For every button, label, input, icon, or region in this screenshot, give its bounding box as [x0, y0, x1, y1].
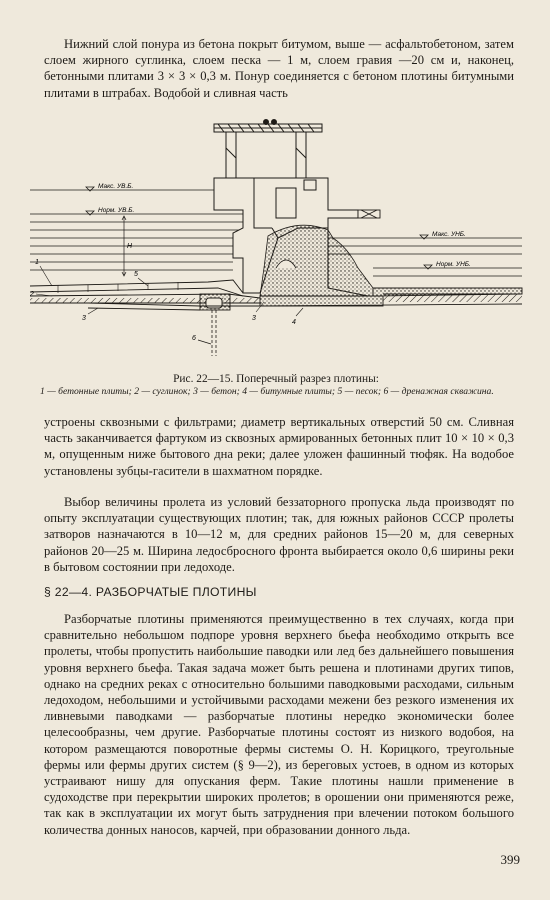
callout-1: 1: [35, 259, 39, 266]
paragraph-3: Выбор величины пролета из условий беззаторного пропуска льда производят по опыту эксплуатации существующих плотин; так, для южных районов СССР пролеты затворов назначаются в 10—12 м, для средних районов 15—20 м, для северных районов 20—25 м. Ширина ледосбросного фронта выбирается около 0,6 ширины реки в бытовом состоянии при ледоходе.: [44, 495, 514, 574]
label-norm-uvb: Норм. УВ.Б.: [98, 207, 135, 214]
callout-6: 6: [192, 335, 196, 342]
figure-caption: [36, 372, 516, 397]
callout-5: 5: [134, 271, 138, 278]
caption-legend: 1 — бетонные плиты; 2 — суглинок; 3 — бетон; 4 — битумные плиты; 5 — песок; 6 — дренажная скважина.: [40, 386, 494, 397]
label-norm-unb: Норм. УНБ.: [436, 261, 471, 268]
paragraph-4: Разборчатые плотины применяются преимущественно в тех случаях, когда при сравнительно небольшом подпоре уровня верхнего бьефа необходимо открыть все пролеты, чтобы пропустить наибольшие паводки или лед без дальнейшего повышения уровня верхнего бьефа. Такая задача может быть решена и плотинами других типов, однако на средних реках с относительно большими паводковыми расходами, сильным ледоходом, небольшими и устойчивыми расходами межени без резкого изменения их ливневыми паводками — разборчатые плотины нередко экономически более целесообразны, чем другие. Разборчатые плотины состоят из низкого водобоя, на котором размещаются поворотные фермы системы О. Н. Корицкого, треугольные фермы или фермы других систем (§ 9—2), из береговых устоев, в одном из которых устраивают нишу для опускания ферм. Такие плотины нашли применение в судоходстве при перекрытии широких пролетов; в орошении они применяются реже, так как в эксплуатации их могут быть затруднения при влечении потоком большого количества донных наносов, карчей, при образовании донного льда.: [44, 612, 514, 837]
paragraph-1: Нижний слой понура из бетона покрыт битумом, выше — асфальтобетоном, затем слоем жирного суглинка, слоем песка — 1 м, слоем гравия —20 см и, наконец, бетонными плитами 3 × 3 × 0,3 м. Понур соединяется с бетоном плотины битумными плитами в штрабах. Водобой и сливная часть: [44, 37, 514, 100]
callout-4: 4: [292, 319, 296, 326]
paragraph-2: устроены сквозными с фильтрами; диаметр вертикальных отверстий 50 см. Сливная часть заканчивается фартуком из сквозных армированных бетонных плит 10 × 10 × 0,3 м, опущенным ниже бытового дна реки; далее уложен фашинный тюфяк. На водобое установлены зубцы-гасители в шахматном порядке.: [44, 415, 514, 478]
label-maks-unb: Макс. УНБ.: [432, 231, 466, 238]
callout-3b: 3: [252, 315, 256, 322]
gantry-crane: [214, 120, 322, 179]
callout-2: 2: [30, 291, 34, 298]
label-h: H: [127, 243, 133, 250]
concrete-spillway: [260, 225, 373, 296]
downstream-apron: [358, 210, 522, 302]
upstream-water-lines: [30, 190, 243, 270]
dam-cross-section-figure: [28, 118, 524, 368]
drainage-well: [198, 310, 216, 356]
dam-drawing: [28, 118, 524, 368]
callout-3: 3: [82, 315, 86, 322]
section-heading: § 22—4. РАЗБОРЧАТЫЕ ПЛОТИНЫ: [44, 585, 257, 599]
label-maks-uvb: Макс. УВ.Б.: [98, 183, 134, 190]
page-number: 399: [500, 852, 520, 867]
caption-title: Рис. 22—15. Поперечный разрез плотины:: [173, 373, 379, 385]
